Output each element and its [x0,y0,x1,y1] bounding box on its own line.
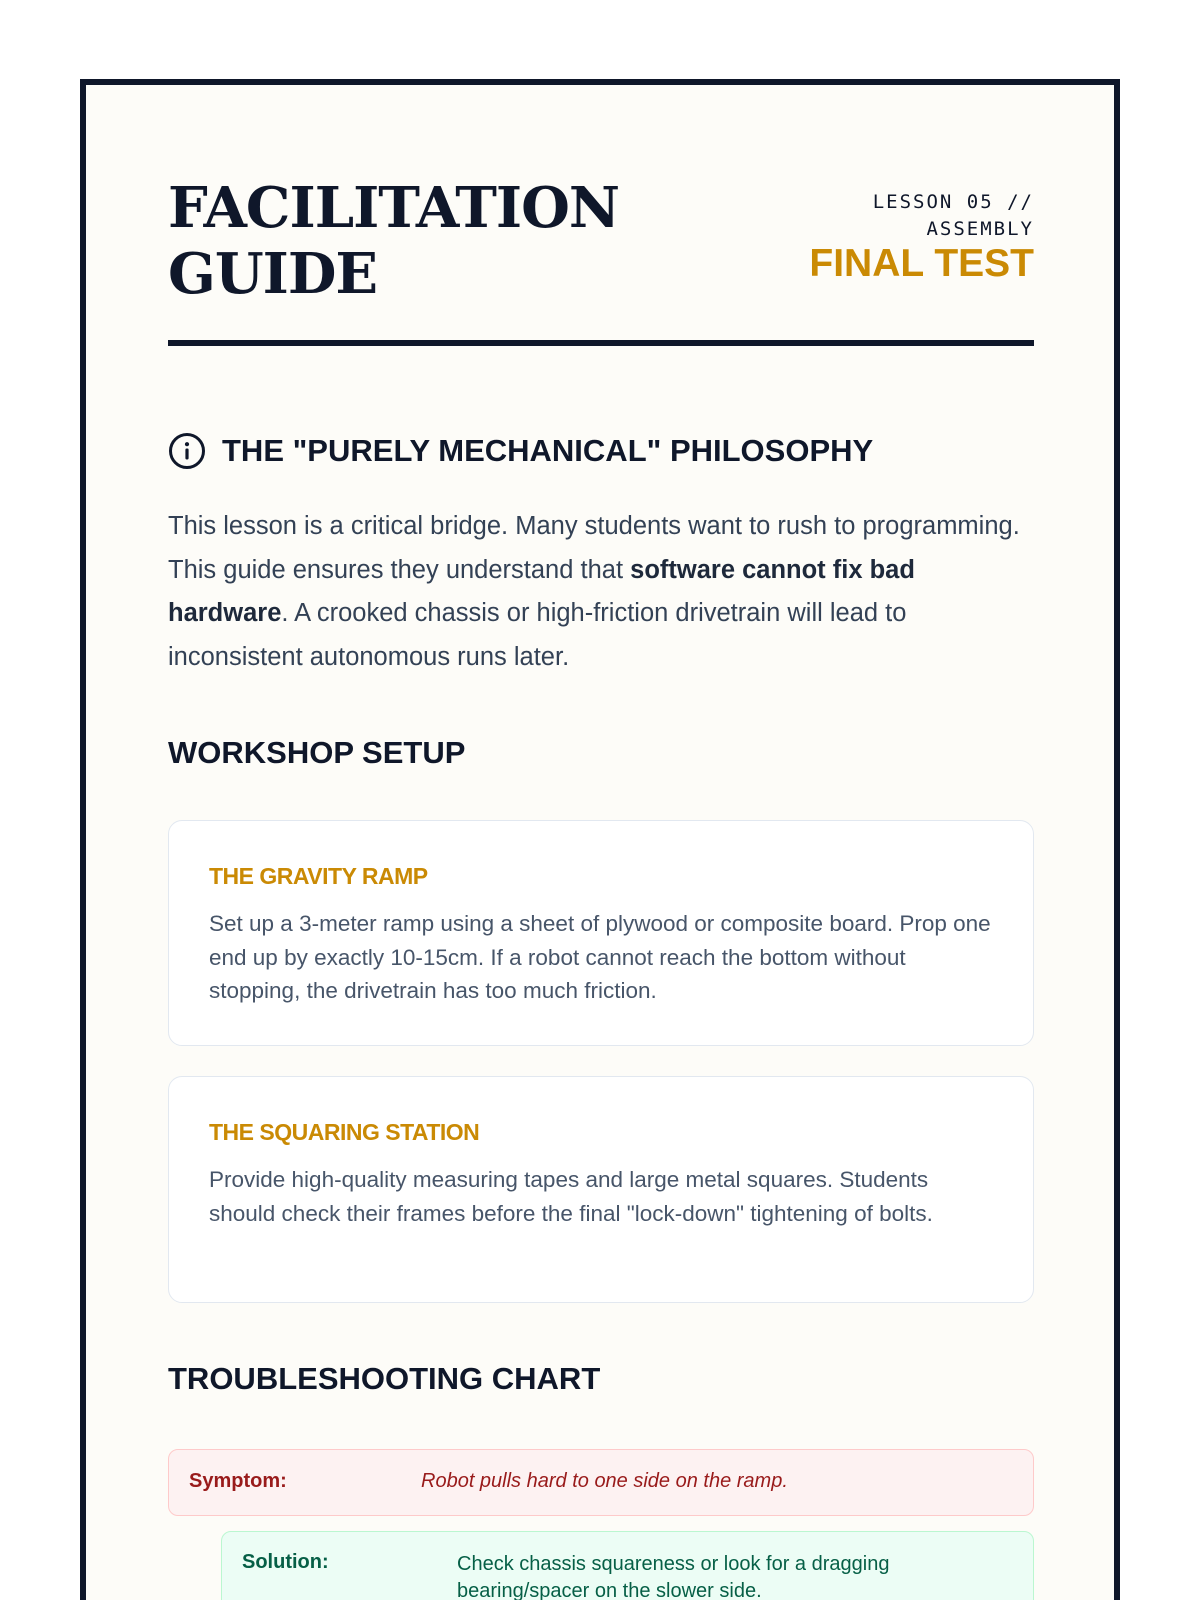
page-title: FACILITATION GUIDE [168,175,620,307]
philosophy-text-end: . A crooked chassis or high-friction drivetrain will lead to inconsistent autonomous runs later. [168,599,907,671]
setup-card-title: THE GRAVITY RAMP [209,863,428,889]
workshop-setup-heading: WORKSHOP SETUP [168,735,466,770]
setup-card-squaring-station [168,1076,1034,1303]
guide-card [80,79,1120,1600]
header [168,175,1034,305]
setup-card-text: Set up a 3-meter ramp using a sheet of plywood or composite board. Prop one end up by exactly 10-15cm. If a robot cannot reach the bottom without stopping, the drivetrain has too much friction. [209,911,991,1003]
symptom-label: Symptom: [189,1470,287,1492]
solution-row [221,1531,1034,1600]
symptom-row [168,1449,1034,1516]
philosophy-heading [168,433,873,469]
symptom-text: Robot pulls hard to one side on the ramp. [421,1470,788,1492]
lesson-label: LESSON 05 // ASSEMBLY [872,191,1034,240]
header-divider [168,340,1034,346]
solution-text: Check chassis squareness or look for a dragging bearing/spacer on the slower side. [457,1553,890,1600]
setup-card-text: Provide high-quality measuring tapes and large metal squares. Students should check their frames before the final "lock-down" tightening of bolts. [209,1167,933,1226]
philosophy-text [168,505,1034,679]
info-icon [168,432,206,470]
philosophy-title: THE "PURELY MECHANICAL" PHILOSOPHY [222,433,874,468]
setup-card-gravity-ramp [168,820,1034,1046]
setup-card-title: THE SQUARING STATION [209,1119,480,1145]
lesson-block [809,189,1034,285]
philosophy-text-start: This lesson is a critical bridge. Many students want to rush to programming. This guide ensures they understand that [168,512,1020,584]
solution-label: Solution: [242,1551,329,1573]
troubleshooting-heading: TROUBLESHOOTING CHART [168,1361,601,1396]
lesson-name: FINAL TEST [809,242,1034,285]
philosophy-text-emphasis: software cannot fix bad hardware [168,555,915,627]
